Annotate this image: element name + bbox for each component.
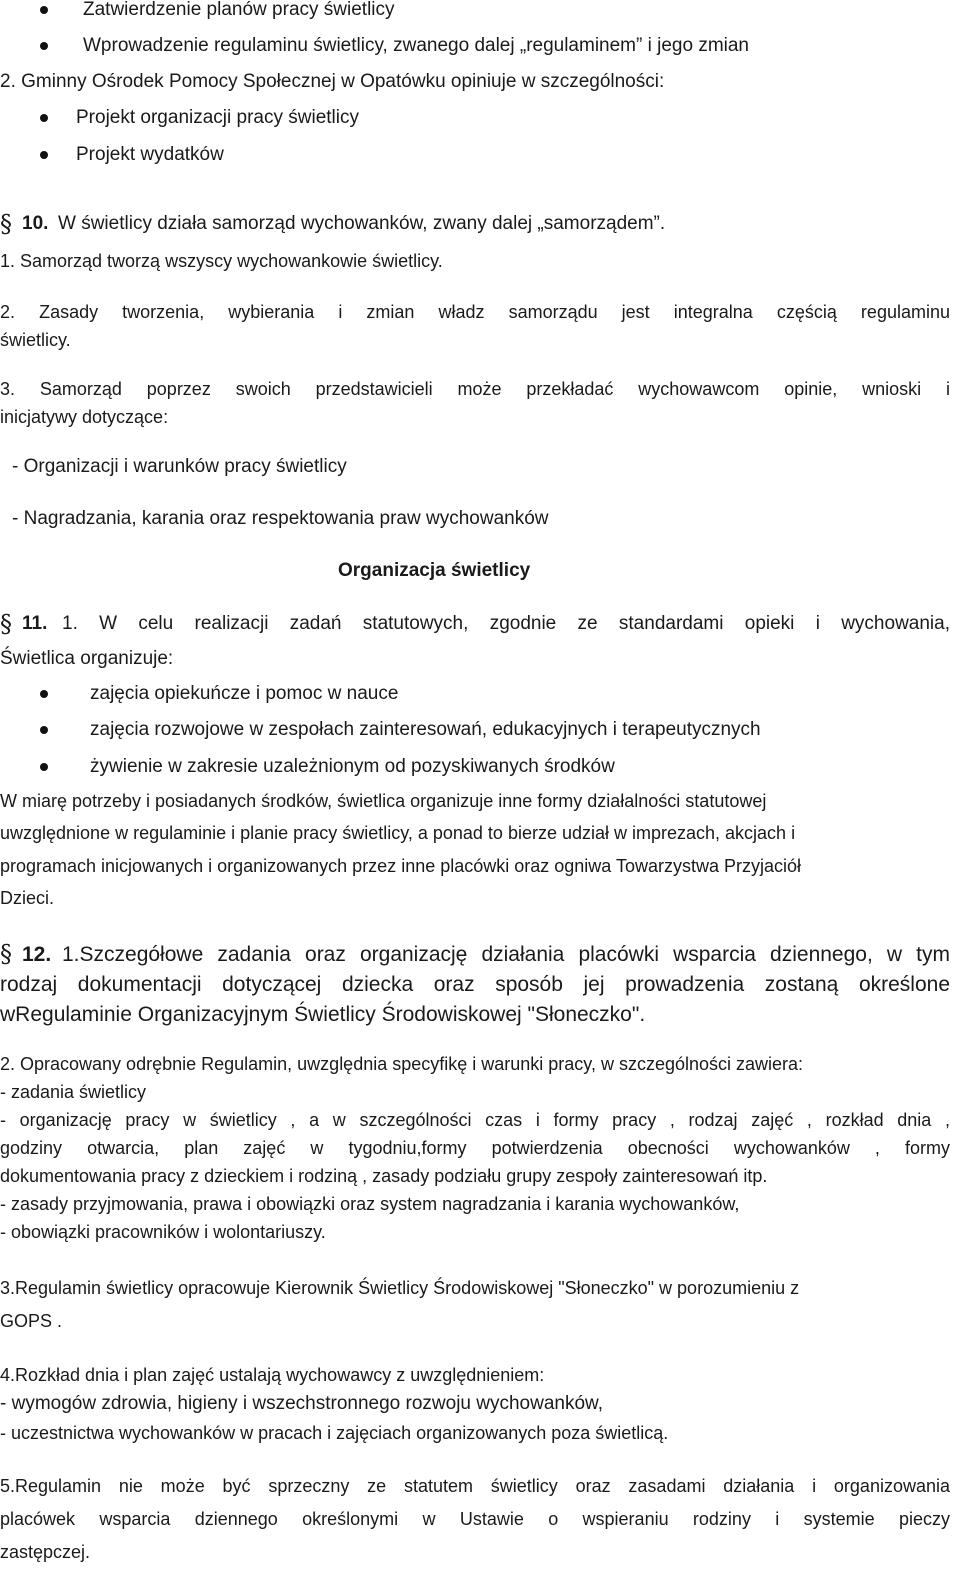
bullet-icon bbox=[40, 151, 48, 159]
paragraph-line: - wymogów zdrowia, higieny i wszechstronnego rozwoju wychowanków, bbox=[0, 1393, 603, 1414]
paragraph-line: programach inicjowanych i organizowanych przez inne placówki oraz ogniwa Towarzystwa Przyjaciół bbox=[0, 856, 802, 876]
paragraph-line: - zadania świetlicy bbox=[0, 1082, 147, 1102]
paragraph-line: wRegulaminie Organizacyjnym Świetlicy Środowiskowej "Słoneczko". bbox=[0, 1003, 646, 1026]
paragraph-line: uwzględnione w regulaminie i planie pracy świetlicy, a ponad to bierze udział w imprezach, akcjach i bbox=[0, 823, 796, 843]
paragraph-line: GOPS . bbox=[0, 1311, 63, 1331]
bullet-icon bbox=[40, 726, 48, 734]
bullet-icon bbox=[40, 690, 48, 698]
paragraph-line: 5.Regulamin nie może być sprzeczny ze statutem świetlicy oraz zasadami działania i organizowania bbox=[0, 1476, 950, 1496]
paragraph-line: godziny otwarcia, plan zajęć w tygodniu,formy potwierdzenia obecności wychowanków , formy bbox=[0, 1138, 950, 1158]
list-item: Zatwierdzenie planów pracy świetlicy bbox=[83, 0, 395, 20]
paragraph-line: 3. Samorząd poprzez swoich przedstawicieli może przekładać wychowawcom opinie, wnioski i bbox=[0, 379, 950, 399]
section-sign-icon: § bbox=[0, 610, 12, 638]
paragraph-line: 2. Zasady tworzenia, wybierania i zmian władz samorządu jest integralna częścią regulaminu bbox=[0, 302, 950, 322]
paragraph-line: zastępczej. bbox=[0, 1542, 91, 1562]
section-heading: Organizacja świetlicy bbox=[338, 560, 531, 581]
bullet-icon bbox=[40, 6, 48, 14]
dash-item: - Organizacji i warunków pracy świetlicy bbox=[12, 456, 347, 477]
paragraph-line: inicjatywy dotyczące: bbox=[0, 407, 169, 427]
paragraph-line: - obowiązki pracowników i wolontariuszy. bbox=[0, 1222, 326, 1242]
bullet-icon bbox=[40, 763, 48, 771]
bullet-icon bbox=[40, 42, 48, 50]
section-text: W świetlicy działa samorząd wychowanków, zwany dalej „samorządem”. bbox=[58, 213, 666, 234]
list-item: Projekt organizacji pracy świetlicy bbox=[76, 107, 359, 128]
section-number: 12. bbox=[22, 943, 52, 966]
list-item: zajęcia rozwojowe w zespołach zainteresowań, edukacyjnych i terapeutycznych bbox=[90, 719, 761, 740]
paragraph-line: 4.Rozkład dnia i plan zajęć ustalają wychowawcy z uwzględnieniem: bbox=[0, 1365, 545, 1385]
paragraph-line: rodzaj dokumentacji dotyczącej dziecka oraz sposób jej prowadzenia zostaną określone bbox=[0, 973, 950, 996]
paragraph-line: Świetlica organizuje: bbox=[0, 648, 174, 669]
paragraph-line: 1. W celu realizacji zadań statutowych, zgodnie ze standardami opieki i wychowania, bbox=[62, 613, 950, 634]
paragraph-line: W miarę potrzeby i posiadanych środków, świetlica organizuje inne formy działalności statutowej bbox=[0, 791, 767, 811]
paragraph-line: 2. Gminny Ośrodek Pomocy Społecznej w Opatówku opiniuje w szczególności: bbox=[0, 71, 665, 92]
section-sign-icon: § bbox=[0, 210, 12, 238]
section-number: 11. bbox=[22, 613, 48, 634]
paragraph-line: 1.Szczegółowe zadania oraz organizację działania placówki wsparcia dziennego, w tym bbox=[62, 943, 950, 966]
paragraph-line: świetlicy. bbox=[0, 330, 71, 350]
list-item: zajęcia opiekuńcze i pomoc w nauce bbox=[90, 683, 399, 704]
paragraph-line: 2. Opracowany odrębnie Regulamin, uwzględnia specyfikę i warunki pracy, w szczególności zawiera: bbox=[0, 1054, 804, 1074]
bullet-icon bbox=[40, 114, 48, 122]
section-sign-icon: § bbox=[0, 940, 12, 968]
list-item: żywienie w zakresie uzależnionym od pozyskiwanych środków bbox=[90, 756, 615, 777]
paragraph-line: 1. Samorząd tworzą wszyscy wychowankowie świetlicy. bbox=[0, 251, 443, 271]
paragraph-line: - uczestnictwa wychowanków w pracach i zajęciach organizowanych poza świetlicą. bbox=[0, 1423, 669, 1443]
list-item: Projekt wydatków bbox=[76, 144, 224, 165]
section-number: 10. bbox=[22, 213, 49, 234]
paragraph-line: - organizację pracy w świetlicy , a w szczególności czas i formy pracy , rodzaj zajęć , rozkład dnia , bbox=[0, 1110, 950, 1130]
list-item: Wprowadzenie regulaminu świetlicy, zwanego dalej „regulaminem” i jego zmian bbox=[83, 35, 750, 56]
paragraph-line: dokumentowania pracy z dzieckiem i rodziną , zasady podziału grupy zespoły zainteresowań itp. bbox=[0, 1166, 768, 1186]
paragraph-line: placówek wsparcia dziennego określonymi w Ustawie o wspieraniu rodziny i systemie pieczy bbox=[0, 1509, 950, 1529]
paragraph-line: Dzieci. bbox=[0, 888, 55, 908]
paragraph-line: 3.Regulamin świetlicy opracowuje Kierownik Świetlicy Środowiskowej "Słoneczko" w porozumieniu z bbox=[0, 1278, 800, 1298]
dash-item: - Nagradzania, karania oraz respektowania praw wychowanków bbox=[12, 508, 549, 529]
paragraph-line: - zasady przyjmowania, prawa i obowiązki oraz system nagradzania i karania wychowanków, bbox=[0, 1194, 740, 1214]
